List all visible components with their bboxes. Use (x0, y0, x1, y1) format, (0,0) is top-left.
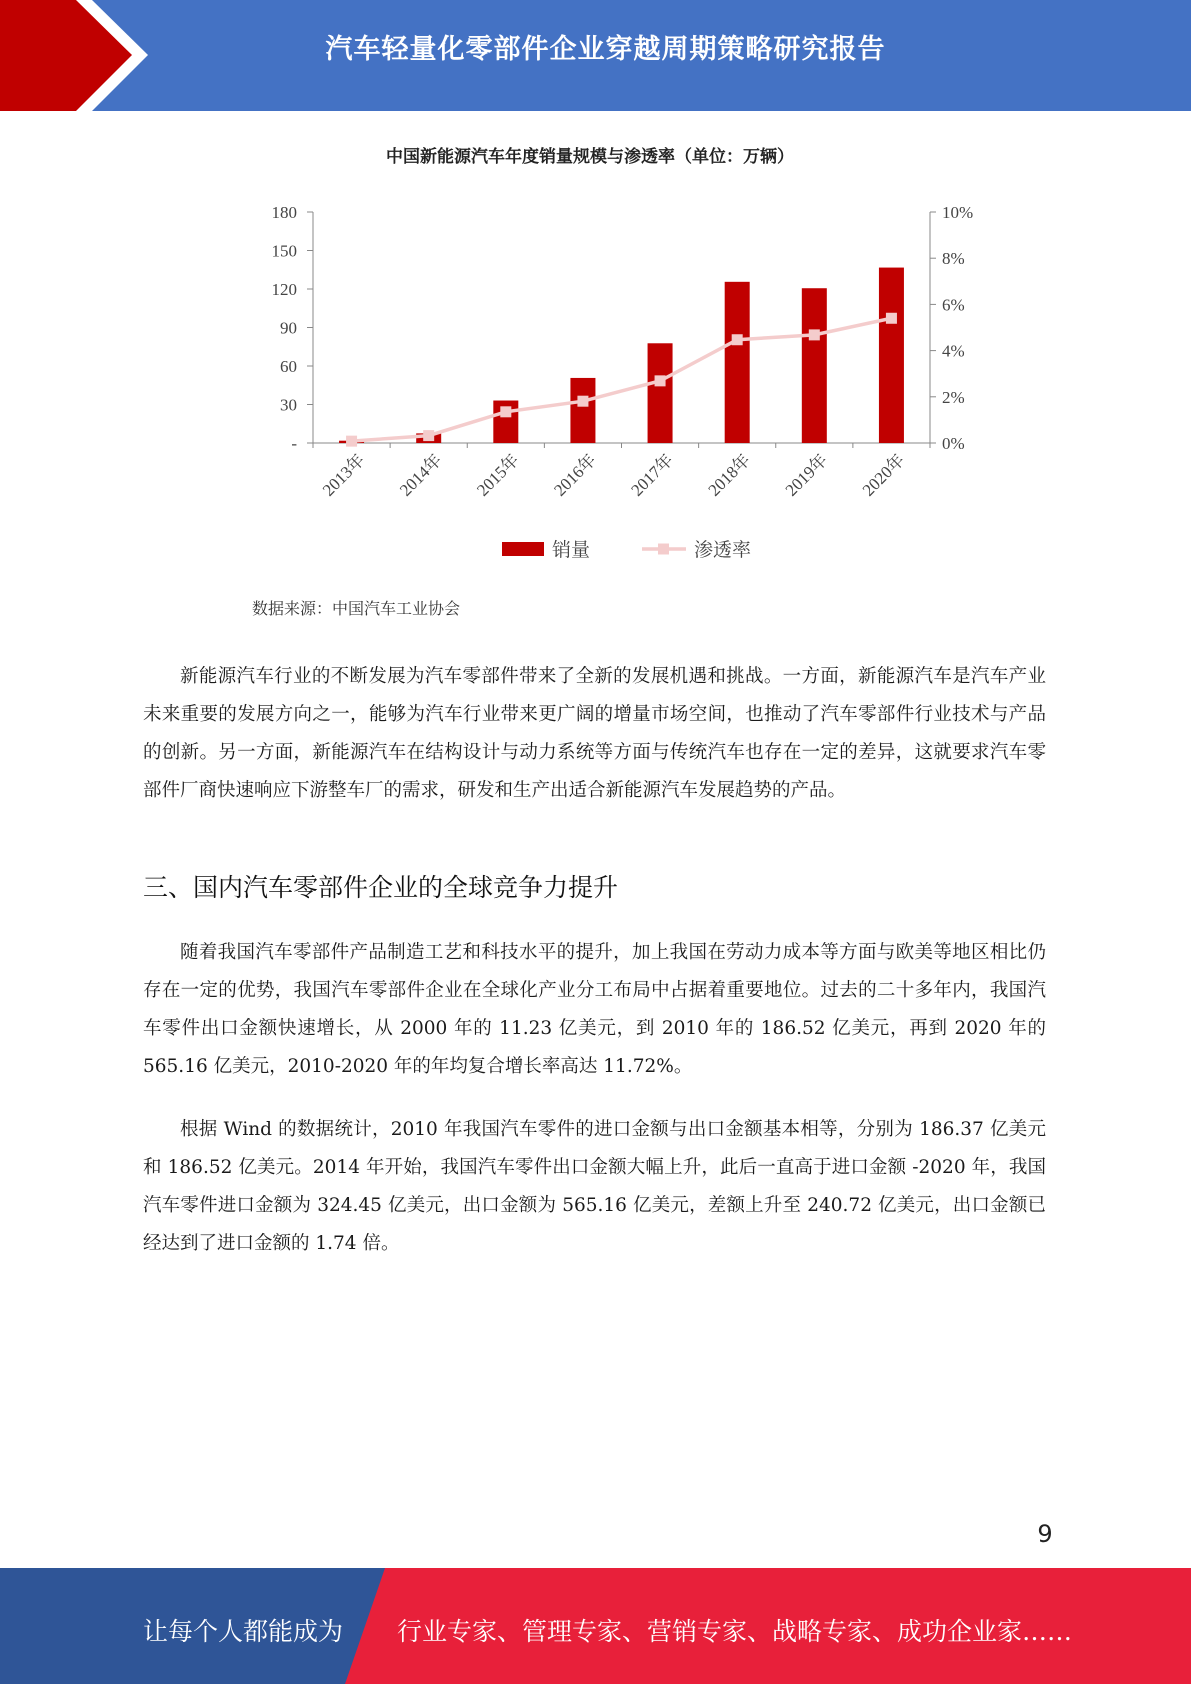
paragraph-new-energy: 新能源汽车行业的不断发展为汽车零部件带来了全新的发展机遇和挑战。一方面，新能源汽车是汽车产业未来重要的发展方向之一，能够为汽车行业带来更广阔的增量市场空间，也推动了汽车零部件行业技术与产品的创新。另一方面，新能源汽车在结构设计与动力系统等方面与传统汽车也存在一定的差异，这就要求汽车零部件厂商快速响应下游整车厂的需求，研发和生产出适合新能源汽车发展趋势的产品。 (143, 666, 1046, 801)
point-penetration (577, 396, 588, 407)
chart-title: 中国新能源汽车年度销量规模与渗透率（单位：万辆） (386, 147, 794, 167)
point-penetration (346, 436, 357, 447)
bar-sales (879, 268, 904, 443)
left-tick-label: 150 (271, 241, 297, 261)
legend-label-penetration: 渗透率 (694, 540, 752, 561)
page-header (0, 0, 1191, 111)
left-tick-label: - (291, 434, 297, 453)
chart-source: 数据来源：中国汽车工业协会 (252, 599, 461, 618)
legend-swatch-sales (502, 542, 544, 556)
footer-slogan-left: 让每个人都能成为 (143, 1617, 344, 1646)
paragraph-competitiveness: 随着我国汽车零部件产品制造工艺和科技水平的提升，加上我国在劳动力成本等方面与欧美等地区相比仍存在一定的优势，我国汽车零部件企业在全球化产业分工布局中占据着重要地位。过去的二十多年内，我国汽车零件出口金额快速增长，从 2000 年的 11.23 亿美元，到 2010 年的 186.52 亿美元，再到 2020 年的 565.16 亿美元，2010-2020 年的年均复合增长率高达 11.72%。 (143, 942, 1046, 1077)
right-tick-label: 4% (942, 341, 965, 361)
right-tick-label: 0% (942, 434, 965, 453)
point-penetration (423, 430, 434, 441)
left-tick-label: 180 (271, 203, 297, 222)
bar-sales (648, 343, 673, 443)
legend-marker-penetration (658, 544, 669, 555)
point-penetration (809, 329, 820, 340)
right-tick-label: 2% (942, 387, 965, 407)
right-tick-label: 10% (942, 203, 974, 222)
category-label: 2016年 (550, 450, 600, 500)
right-tick-label: 6% (942, 295, 965, 315)
left-tick-label: 120 (271, 280, 297, 299)
right-tick-label: 8% (942, 249, 965, 269)
point-penetration (500, 406, 511, 417)
point-penetration (886, 313, 897, 324)
category-label: 2019年 (781, 450, 832, 500)
page-number: 9 (1037, 1520, 1053, 1548)
category-label: 2013年 (318, 450, 369, 500)
left-tick-label: 90 (280, 318, 297, 338)
sales-penetration-chart (240, 200, 1000, 580)
point-penetration (732, 334, 743, 345)
left-tick-label: 30 (280, 395, 297, 415)
report-title: 汽车轻量化零部件企业穿越周期策略研究报告 (325, 34, 886, 65)
legend-label-sales: 销量 (552, 540, 591, 561)
category-label: 2014年 (396, 450, 446, 500)
category-label: 2018年 (704, 450, 755, 500)
footer-slogan-right: 行业专家、管理专家、营销专家、战略专家、成功企业家…… (397, 1617, 1073, 1646)
bar-sales (802, 288, 827, 443)
bar-sales (725, 282, 750, 443)
category-label: 2015年 (473, 450, 523, 500)
left-tick-label: 60 (280, 357, 297, 376)
point-penetration (655, 375, 666, 386)
bar-sales (570, 378, 595, 443)
category-label: 2017年 (627, 450, 677, 500)
section-heading: 三、国内汽车零部件企业的全球竞争力提升 (143, 873, 619, 902)
category-label: 2020年 (858, 450, 909, 500)
paragraph-wind-statistics: 根据 Wind 的数据统计，2010 年我国汽车零件的进口金额与出口金额基本相等，分别为 186.37 亿美元和 186.52 亿美元。2014 年开始，我国汽车零件出口金额大幅上升，此后一直高于进口金额 -2020 年，我国汽车零件进口金额为 324.45 亿美元，出口金额为 565.16 亿美元，差额上升至 240.72 亿美元，出口金额已经达到了进口金额的 1.74 倍。 (143, 1119, 1046, 1254)
